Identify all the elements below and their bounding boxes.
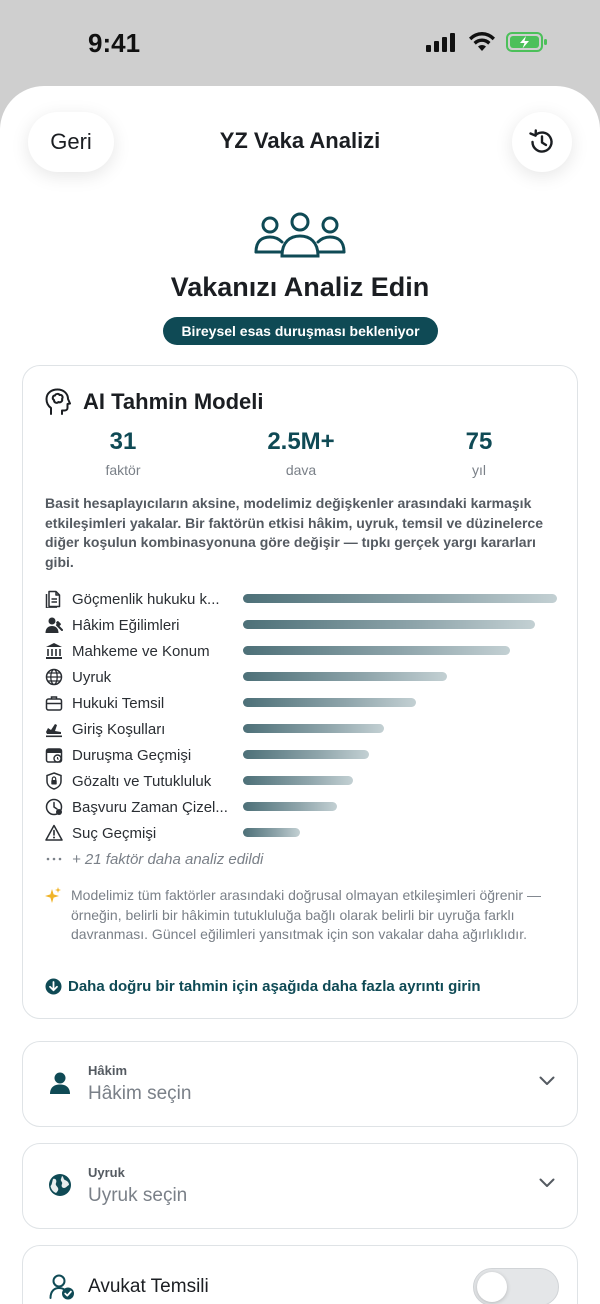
shield-icon: [45, 772, 63, 790]
more-factors-row: [45, 846, 559, 872]
hero-title: Vakanızı Analiz Edin: [170, 272, 430, 302]
factor-row: [45, 742, 559, 768]
battery-charging-icon: [506, 31, 548, 53]
wifi-icon: [468, 32, 496, 52]
stat-years: [399, 428, 559, 478]
factor-list: [45, 586, 559, 872]
status-badge: Bireysel esas duruşması bekleniyor: [163, 317, 438, 345]
factor-weight-bar: [243, 620, 535, 629]
page-title: YZ Vaka Analizi: [219, 128, 381, 153]
stat-label: yıl: [472, 462, 486, 478]
globe-icon: [48, 1173, 72, 1197]
factor-row: [45, 638, 559, 664]
factor-label: Mahkeme ve Konum: [72, 642, 210, 660]
attorney-label: Avukat Temsili: [88, 1276, 209, 1297]
ellipsis-icon: [45, 850, 63, 868]
factor-weight-bar: [243, 750, 369, 759]
clock-icon: [45, 798, 63, 816]
document-icon: [45, 590, 63, 608]
field-placeholder: Hâkim seçin: [88, 1083, 192, 1104]
chevron-down-icon: [539, 1076, 555, 1086]
factor-label: Hâkim Eğilimleri: [72, 616, 180, 634]
factor-weight-bar: [243, 828, 300, 837]
arrow-down-circle-icon: [45, 978, 62, 995]
more-details-label: Daha doğru bir tahmin için aşağıda daha fazla ayrıntı girin: [68, 978, 481, 995]
field-label: Uyruk: [88, 1165, 125, 1180]
stat-factors: [43, 428, 203, 478]
factor-row: [45, 690, 559, 716]
factor-label: Hukuki Temsil: [72, 694, 165, 712]
factor-weight-bar: [243, 776, 353, 785]
card-header: [45, 388, 263, 416]
factor-weight-bar: [243, 698, 416, 707]
toggle-knob: [477, 1272, 507, 1302]
factor-row: [45, 586, 559, 612]
history-button[interactable]: [512, 112, 572, 172]
factor-weight-bar: [243, 646, 510, 655]
factor-weight-bar: [243, 724, 384, 733]
chevron-down-icon: [539, 1178, 555, 1188]
status-bar: [0, 0, 600, 86]
person-check-icon: [49, 1274, 75, 1300]
stat-value: 75: [465, 428, 493, 455]
factor-row: [45, 664, 559, 690]
brain-head-icon: [45, 388, 71, 416]
stat-label: faktör: [105, 462, 141, 478]
prediction-model-card: [22, 365, 578, 1019]
history-icon: [527, 127, 557, 157]
factor-label: Gözaltı ve Tutukluluk: [72, 772, 212, 790]
model-note: [45, 886, 559, 945]
note-text: Modelimiz tüm faktörler arasındaki doğrusal olmayan etkileşimleri öğrenir — örneğin, belirli bir hâkimin tutukluluğa bağlı olarak belirli bir uyruğa farklı davranması. Güncel eğilimleri yansıtmak için son vakalar daha ağırlıklıdır.: [71, 887, 541, 942]
factor-weight-bar: [243, 672, 447, 681]
factor-weight-bar: [243, 594, 557, 603]
attorney-representation-row: [22, 1245, 578, 1304]
stat-label: dava: [285, 462, 317, 478]
globe-icon: [45, 668, 63, 686]
factor-row: [45, 794, 559, 820]
nationality-select[interactable]: [22, 1143, 578, 1229]
factor-row: [45, 716, 559, 742]
more-factors-label: + 21 faktör daha analiz edildi: [72, 850, 264, 868]
status-time: 9:41: [88, 28, 141, 58]
stat-value: 31: [109, 428, 137, 455]
status-icons: [426, 31, 548, 53]
factor-row: [45, 820, 559, 846]
more-details-link[interactable]: [45, 978, 481, 995]
stat-cases: [221, 428, 381, 478]
factor-label: Giriş Koşulları: [72, 720, 166, 738]
field-placeholder: Uyruk seçin: [88, 1185, 188, 1206]
factor-row: [45, 768, 559, 794]
stat-value: 2.5M+: [267, 428, 335, 455]
factor-weight-bar: [243, 802, 337, 811]
factor-label: Uyruk: [72, 668, 112, 686]
person-icon: [49, 1072, 71, 1094]
sheet: [0, 86, 600, 1304]
plane-icon: [45, 720, 63, 738]
back-button[interactable]: Geri: [28, 112, 114, 172]
warning-icon: [45, 824, 63, 842]
factor-label: Göçmenlik hukuku k...: [72, 590, 220, 608]
stats-row: [23, 428, 579, 488]
sparkle-icon: [45, 886, 63, 945]
calendar-icon: [45, 746, 63, 764]
courthouse-icon: [45, 642, 63, 660]
briefcase-icon: [45, 694, 63, 712]
cellular-signal-icon: [426, 32, 458, 52]
model-description: Basit hesaplayıcıların aksine, modelimiz değişkenler arasındaki karmaşık etkileşimleri yakalar. Bir faktörün etkisi hâkim, uyruk, temsil ve düzinelerce diğer koşulun kombinasyonuna göre değişir — tıpkı gerçek yargı kararları gibi.: [45, 495, 544, 570]
people-group-icon: [252, 210, 348, 260]
attorney-toggle[interactable]: [473, 1268, 559, 1304]
factor-label: Suç Geçmişi: [72, 824, 157, 842]
factor-label: Başvuru Zaman Çizel...: [72, 798, 228, 816]
judge-select[interactable]: [22, 1041, 578, 1127]
card-title: AI Tahmin Modeli: [83, 389, 264, 414]
field-label: Hâkim: [88, 1063, 128, 1078]
judge-icon: [45, 616, 63, 634]
factor-row: [45, 612, 559, 638]
factor-label: Duruşma Geçmişi: [72, 746, 192, 764]
